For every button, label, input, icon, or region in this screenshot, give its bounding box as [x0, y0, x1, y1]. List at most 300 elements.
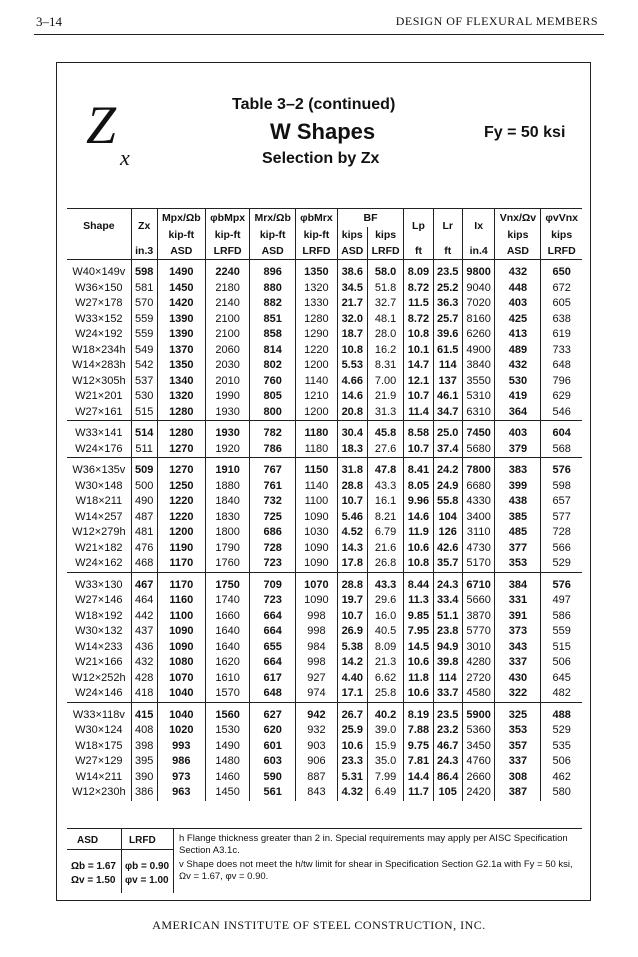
method-asd: ASD: [157, 243, 205, 260]
value-cell: 23.8: [433, 624, 462, 640]
method-lrfd: LRFD: [296, 243, 338, 260]
value-cell: 814: [250, 343, 296, 359]
value-cell: 437: [131, 624, 157, 640]
value-cell: 1020: [157, 723, 205, 739]
value-cell: 627: [250, 702, 296, 723]
value-cell: 1610: [206, 671, 250, 687]
value-cell: 14.2: [337, 655, 367, 671]
value-cell: 1030: [296, 525, 338, 541]
value-cell: 7.81: [404, 754, 433, 770]
value-cell: 1480: [206, 754, 250, 770]
value-cell: 25.7: [433, 312, 462, 328]
omega-b: Ωb = 1.67: [71, 861, 116, 872]
value-cell: 4280: [462, 655, 495, 671]
value-cell: 35.0: [367, 754, 404, 770]
value-cell: 331: [495, 593, 541, 609]
value-cell: 1910: [206, 458, 250, 479]
table-row: [67, 405, 582, 421]
shape-cell: W33×118v: [67, 702, 131, 723]
value-cell: 25.2: [433, 281, 462, 297]
value-cell: 476: [131, 541, 157, 557]
value-cell: 851: [250, 312, 296, 328]
table-group: [67, 572, 582, 702]
value-cell: 464: [131, 593, 157, 609]
header-mp-asd: Mpx/Ωb: [157, 209, 205, 228]
value-cell: 1930: [206, 421, 250, 442]
header-mp-lrfd: φbMpx: [206, 209, 250, 228]
value-cell: 383: [495, 458, 541, 479]
table-row: [67, 702, 582, 723]
value-cell: 1880: [206, 479, 250, 495]
value-cell: 1450: [157, 281, 205, 297]
value-cell: 927: [296, 671, 338, 687]
value-cell: 40.5: [367, 624, 404, 640]
value-cell: 2720: [462, 671, 495, 687]
value-cell: 672: [552, 281, 571, 294]
value-cell: 11.4: [404, 405, 433, 421]
value-cell: 403: [495, 421, 541, 442]
value-cell: 384: [495, 572, 541, 593]
value-cell: 25.9: [337, 723, 367, 739]
value-cell: 343: [495, 640, 541, 656]
value-cell: 1220: [157, 510, 205, 526]
shape-cell: W24×192: [67, 327, 131, 343]
value-cell: 43.3: [367, 479, 404, 495]
value-cell: 581: [131, 281, 157, 297]
value-cell: 1930: [206, 405, 250, 421]
unit-ft: ft: [433, 243, 462, 260]
value-cell: 514: [131, 421, 157, 442]
table-row: [67, 494, 582, 510]
method-asd: ASD: [337, 243, 367, 260]
value-cell: 9.96: [404, 494, 433, 510]
page-footer: AMERICAN INSTITUTE OF STEEL CONSTRUCTION, INC.: [152, 918, 486, 932]
value-cell: 1460: [206, 770, 250, 786]
value-cell: 725: [250, 510, 296, 526]
phi-v: φv = 1.00: [125, 875, 169, 886]
value-cell: 906: [296, 754, 338, 770]
value-cell: 114: [433, 358, 462, 374]
value-cell: 482: [552, 687, 571, 700]
table-row: [67, 739, 582, 755]
value-cell: 580: [552, 786, 571, 799]
value-cell: 26.9: [337, 624, 367, 640]
value-cell: 506: [552, 755, 571, 768]
value-cell: 14.6: [404, 510, 433, 526]
value-cell: 114: [433, 671, 462, 687]
value-cell: 7.88: [404, 723, 433, 739]
value-cell: 2100: [206, 312, 250, 328]
shape-cell: W18×234h: [67, 343, 131, 359]
value-cell: 26.7: [337, 702, 367, 723]
value-cell: 8.21: [367, 510, 404, 526]
unit-kips: kips: [551, 229, 573, 241]
shape-cell: W14×211: [67, 770, 131, 786]
value-cell: 23.5: [433, 702, 462, 723]
shape-cell: W14×257: [67, 510, 131, 526]
value-cell: 8.09: [367, 640, 404, 656]
value-cell: 18.7: [337, 327, 367, 343]
value-cell: 322: [495, 686, 541, 702]
table-row: [67, 686, 582, 702]
value-cell: 559: [131, 312, 157, 328]
value-cell: 561: [250, 785, 296, 801]
value-cell: 650: [552, 266, 571, 279]
value-cell: 942: [296, 702, 338, 723]
value-cell: 385: [495, 510, 541, 526]
value-cell: 767: [250, 458, 296, 479]
shape-cell: W18×211: [67, 494, 131, 510]
value-cell: 648: [250, 686, 296, 702]
value-cell: 603: [250, 754, 296, 770]
table-row: [67, 421, 582, 442]
value-cell: 6260: [462, 327, 495, 343]
value-cell: 30.4: [337, 421, 367, 442]
value-cell: 432: [495, 260, 541, 281]
value-cell: 1090: [296, 593, 338, 609]
value-cell: 10.6: [404, 655, 433, 671]
shape-cell: W30×132: [67, 624, 131, 640]
value-cell: 4580: [462, 686, 495, 702]
value-cell: 337: [495, 754, 541, 770]
value-cell: 8.31: [367, 358, 404, 374]
header-lr: Lr: [433, 209, 462, 244]
value-cell: 566: [552, 541, 571, 554]
page-number: 3–14: [36, 14, 62, 29]
value-cell: 984: [296, 640, 338, 656]
shape-cell: W12×305h: [67, 374, 131, 390]
value-cell: 576: [541, 572, 582, 593]
method-lrfd: LRFD: [206, 243, 250, 260]
value-cell: 10.8: [404, 327, 433, 343]
value-cell: 1080: [157, 655, 205, 671]
value-cell: 11.9: [404, 525, 433, 541]
header-v-lrfd: φvVnx: [541, 209, 582, 228]
shape-cell: W27×146: [67, 593, 131, 609]
value-cell: 515: [552, 640, 571, 653]
footnote-v: v Shape does not meet the h/tw limit for shear in Specification Section G2.1a with Fy = 50 ksi, Ωv = 1.67, φv = 0.90.: [179, 859, 573, 882]
value-cell: 497: [552, 594, 571, 607]
header-rule: [34, 34, 604, 35]
value-cell: 559: [552, 625, 571, 638]
shape-cell: W12×230h: [67, 785, 131, 801]
value-cell: 10.8: [337, 343, 367, 359]
value-cell: 104: [433, 510, 462, 526]
value-cell: 598: [552, 479, 571, 492]
value-cell: 1140: [296, 374, 338, 390]
value-cell: 2420: [462, 785, 495, 801]
table-row: [67, 296, 582, 312]
value-cell: 1090: [157, 624, 205, 640]
value-cell: 664: [250, 624, 296, 640]
value-cell: 590: [250, 770, 296, 786]
value-cell: 36.3: [433, 296, 462, 312]
value-cell: 408: [131, 723, 157, 739]
value-cell: 5170: [462, 556, 495, 572]
value-cell: 399: [495, 479, 541, 495]
value-cell: 728: [552, 526, 571, 539]
value-cell: 586: [552, 609, 571, 622]
table-row: [67, 510, 582, 526]
table-group: [67, 421, 582, 458]
value-cell: 7450: [462, 421, 495, 442]
value-cell: 1190: [157, 541, 205, 557]
value-cell: 34.7: [433, 405, 462, 421]
table-row: [67, 754, 582, 770]
value-cell: 1270: [157, 442, 205, 458]
value-cell: 386: [131, 785, 157, 801]
value-cell: 530: [131, 389, 157, 405]
value-cell: 5310: [462, 389, 495, 405]
yield-strength: Fy = 50 ksi: [484, 124, 566, 141]
value-cell: 489: [495, 343, 541, 359]
unit-in4: in.4: [462, 243, 495, 260]
value-cell: 17.8: [337, 556, 367, 572]
value-cell: 559: [131, 327, 157, 343]
table-row: [67, 374, 582, 390]
value-cell: 5.46: [337, 510, 367, 526]
value-cell: 1320: [296, 281, 338, 297]
shape-cell: W24×162: [67, 556, 131, 572]
value-cell: 5.38: [337, 640, 367, 656]
value-cell: 6.79: [367, 525, 404, 541]
value-cell: 3110: [462, 525, 495, 541]
value-cell: 761: [250, 479, 296, 495]
table-row: [67, 479, 582, 495]
shape-cell: W21×201: [67, 389, 131, 405]
value-cell: 4.66: [337, 374, 367, 390]
value-cell: 604: [541, 421, 582, 442]
value-cell: 576: [541, 458, 582, 479]
value-cell: 20.8: [337, 405, 367, 421]
value-cell: 39.8: [433, 655, 462, 671]
shape-cell: W33×141: [67, 421, 131, 442]
value-cell: 48.1: [367, 312, 404, 328]
value-cell: 55.8: [433, 494, 462, 510]
value-cell: 43.3: [367, 572, 404, 593]
value-cell: 8.19: [404, 702, 433, 723]
value-cell: 2100: [206, 327, 250, 343]
value-cell: 5900: [462, 702, 495, 723]
value-cell: 11.5: [404, 296, 433, 312]
value-cell: 1530: [206, 723, 250, 739]
table-header: [67, 209, 582, 260]
value-cell: 529: [552, 724, 571, 737]
header-mr-lrfd: φbMrx: [296, 209, 338, 228]
value-cell: 8.72: [404, 312, 433, 328]
value-cell: 796: [552, 374, 571, 387]
value-cell: 998: [296, 624, 338, 640]
table-row: [67, 572, 582, 593]
value-cell: 24.3: [433, 572, 462, 593]
header-lp: Lp: [404, 209, 433, 244]
value-cell: 4730: [462, 541, 495, 557]
value-cell: 546: [552, 405, 571, 418]
table-row: [67, 458, 582, 479]
value-cell: 732: [250, 494, 296, 510]
value-cell: 126: [433, 525, 462, 541]
value-cell: 45.8: [367, 421, 404, 442]
table-row: [67, 281, 582, 297]
value-cell: 4900: [462, 343, 495, 359]
table-row: [67, 312, 582, 328]
unit-kips: kips: [337, 227, 367, 243]
value-cell: 419: [495, 389, 541, 405]
value-cell: 24.2: [433, 458, 462, 479]
value-cell: 629: [552, 390, 571, 403]
table-row: [67, 556, 582, 572]
shape-cell: W14×283h: [67, 358, 131, 374]
value-cell: 657: [552, 495, 571, 508]
value-cell: 14.5: [404, 640, 433, 656]
value-cell: 1490: [157, 260, 205, 281]
value-cell: 9800: [462, 260, 495, 281]
w-shapes-table: [67, 208, 582, 801]
value-cell: 1040: [157, 702, 205, 723]
value-cell: 10.6: [404, 541, 433, 557]
table-row: [67, 389, 582, 405]
factor-divider: [121, 829, 122, 893]
shape-cell: W21×166: [67, 655, 131, 671]
value-cell: 8.72: [404, 281, 433, 297]
value-cell: 10.7: [404, 442, 433, 458]
value-cell: 3550: [462, 374, 495, 390]
value-cell: 34.5: [337, 281, 367, 297]
table-group: [67, 260, 582, 421]
value-cell: 1280: [157, 421, 205, 442]
value-cell: 398: [131, 739, 157, 755]
value-cell: 7800: [462, 458, 495, 479]
value-cell: 723: [250, 593, 296, 609]
value-cell: 137: [433, 374, 462, 390]
method-asd: ASD: [495, 243, 541, 260]
value-cell: 1750: [206, 572, 250, 593]
value-cell: 1200: [296, 358, 338, 374]
table-row: [67, 723, 582, 739]
table-row: [67, 671, 582, 687]
value-cell: 377: [495, 541, 541, 557]
value-cell: 6.49: [367, 785, 404, 801]
value-cell: 723: [250, 556, 296, 572]
value-cell: 1340: [157, 374, 205, 390]
value-cell: 2240: [206, 260, 250, 281]
value-cell: 11.8: [404, 671, 433, 687]
value-cell: 488: [541, 702, 582, 723]
value-cell: 390: [131, 770, 157, 786]
value-cell: 568: [552, 442, 571, 455]
value-cell: 1640: [206, 640, 250, 656]
value-cell: 14.7: [404, 358, 433, 374]
shape-cell: W27×129: [67, 754, 131, 770]
value-cell: 391: [495, 609, 541, 625]
value-cell: 8160: [462, 312, 495, 328]
value-cell: 509: [131, 458, 157, 479]
value-cell: 648: [552, 359, 571, 372]
value-cell: 1070: [296, 572, 338, 593]
value-cell: 8.09: [404, 260, 433, 281]
value-cell: 802: [250, 358, 296, 374]
value-cell: 515: [131, 405, 157, 421]
value-cell: 42.6: [433, 541, 462, 557]
value-cell: 425: [495, 312, 541, 328]
value-cell: 467: [131, 572, 157, 593]
value-cell: 51.8: [367, 281, 404, 297]
value-cell: 3840: [462, 358, 495, 374]
value-cell: 27.6: [367, 442, 404, 458]
value-cell: 364: [495, 405, 541, 421]
value-cell: 39.6: [433, 327, 462, 343]
value-cell: 598: [131, 260, 157, 281]
value-cell: 2180: [206, 281, 250, 297]
value-cell: 1100: [157, 609, 205, 625]
value-cell: 12.1: [404, 374, 433, 390]
section-title: DESIGN OF FLEXURAL MEMBERS: [395, 14, 598, 28]
value-cell: 1640: [206, 624, 250, 640]
value-cell: 46.1: [433, 389, 462, 405]
footnotes: [179, 833, 579, 885]
value-cell: 760: [250, 374, 296, 390]
table-group: [67, 702, 582, 801]
value-cell: 432: [131, 655, 157, 671]
value-cell: 23.2: [433, 723, 462, 739]
value-cell: 94.9: [433, 640, 462, 656]
value-cell: 800: [250, 405, 296, 421]
value-cell: 415: [131, 702, 157, 723]
table-row: [67, 655, 582, 671]
value-cell: 10.7: [337, 609, 367, 625]
shape-cell: W33×152: [67, 312, 131, 328]
value-cell: 325: [495, 702, 541, 723]
value-cell: 29.6: [367, 593, 404, 609]
value-cell: 16.2: [367, 343, 404, 359]
value-cell: 105: [433, 785, 462, 801]
shape-cell: W30×148: [67, 479, 131, 495]
value-cell: 782: [250, 421, 296, 442]
value-cell: 10.6: [404, 686, 433, 702]
value-cell: 1290: [296, 327, 338, 343]
value-cell: 973: [157, 770, 205, 786]
value-cell: 1450: [206, 785, 250, 801]
value-cell: 617: [250, 671, 296, 687]
value-cell: 353: [495, 556, 541, 572]
value-cell: 1210: [296, 389, 338, 405]
value-cell: 403: [495, 296, 541, 312]
value-cell: 413: [495, 327, 541, 343]
value-cell: 4.52: [337, 525, 367, 541]
unit-kips: kips: [495, 227, 541, 243]
value-cell: 14.4: [404, 770, 433, 786]
value-cell: 1200: [296, 405, 338, 421]
value-cell: 549: [131, 343, 157, 359]
value-cell: 487: [131, 510, 157, 526]
value-cell: 1790: [206, 541, 250, 557]
value-cell: 1220: [157, 494, 205, 510]
value-cell: 974: [296, 686, 338, 702]
unit-kipft: kip-ft: [206, 227, 250, 243]
value-cell: 805: [250, 389, 296, 405]
value-cell: 15.9: [367, 739, 404, 755]
value-cell: 786: [250, 442, 296, 458]
value-cell: 1280: [157, 405, 205, 421]
value-cell: 21.7: [337, 296, 367, 312]
table-row: [67, 327, 582, 343]
table-subtitle: W Shapes: [270, 119, 376, 144]
unit-kipft: kip-ft: [296, 227, 338, 243]
value-cell: 1740: [206, 593, 250, 609]
value-cell: 511: [131, 442, 157, 458]
value-cell: 1570: [206, 686, 250, 702]
value-cell: 9.75: [404, 739, 433, 755]
